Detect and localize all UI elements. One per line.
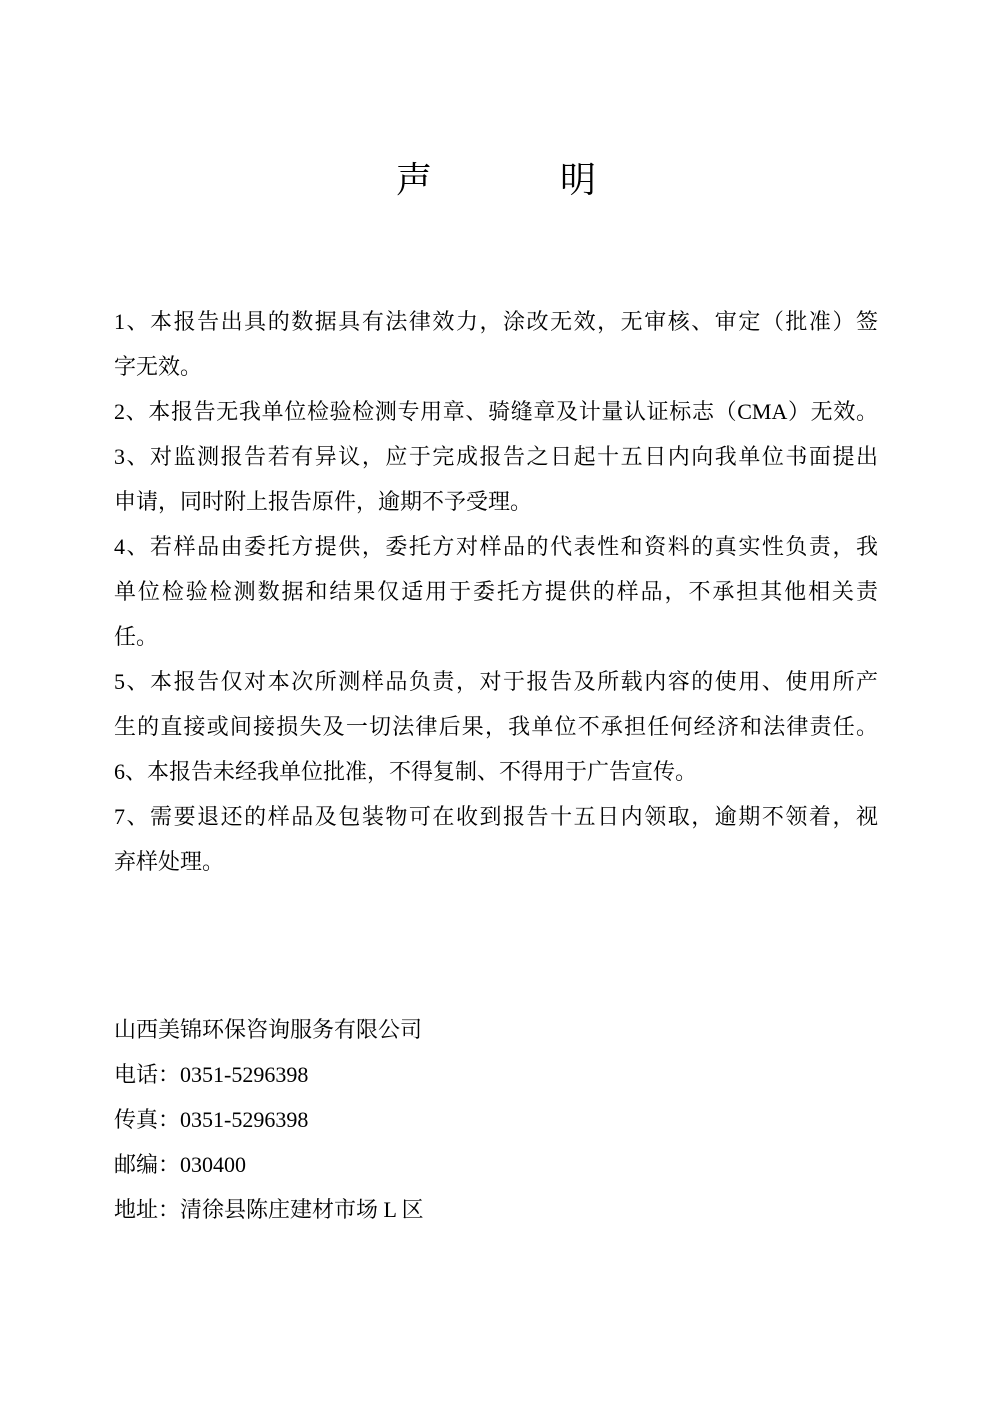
company-name: 山西美锦环保咨询服务有限公司 <box>114 1017 423 1042</box>
statement-line: 申请，同时附上报告原件，逾期不予受理。 <box>114 489 533 514</box>
statement-line: 生的直接或间接损失及一切法律后果，我单位不承担任何经济和法律责任。 <box>114 714 878 739</box>
statement-line: 3、对监测报告若有异议，应于完成报告之日起十五日内向我单位书面提出 <box>114 444 878 469</box>
title-char-right: 明 <box>560 160 597 200</box>
address-line <box>114 1187 878 1232</box>
address-value: 清徐县陈庄建材市场 L 区 <box>180 1197 424 1222</box>
postcode-line <box>114 1142 878 1187</box>
page-title <box>0 159 992 201</box>
postcode-label: 邮编： <box>114 1152 181 1177</box>
statements-block <box>114 299 878 884</box>
fax-label: 传真： <box>114 1107 181 1132</box>
statement-line: 7、需要退还的样品及包装物可在收到报告十五日内领取，逾期不领着，视 <box>114 804 878 829</box>
statement-line: 4、若样品由委托方提供，委托方对样品的代表性和资料的真实性负责，我 <box>114 534 878 559</box>
fax-line <box>114 1097 878 1142</box>
statement-line: 弃样处理。 <box>114 849 225 874</box>
statement-line: 1、本报告出具的数据具有法律效力，涂改无效，无审核、审定（批准）签 <box>114 309 878 334</box>
fax-value: 0351-5296398 <box>180 1107 309 1132</box>
address-label: 地址： <box>114 1197 181 1222</box>
postcode-value: 030400 <box>180 1152 247 1177</box>
title-char-left: 声 <box>395 160 432 200</box>
phone-line <box>114 1052 878 1097</box>
statement-line: 2、本报告无我单位检验检测专用章、骑缝章及计量认证标志（CMA）无效。 <box>114 399 878 424</box>
statement-line: 字无效。 <box>114 354 203 379</box>
statement-line: 6、本报告未经我单位批准，不得复制、不得用于广告宣传。 <box>114 759 698 784</box>
statement-line: 任。 <box>114 624 159 649</box>
phone-label: 电话： <box>114 1062 181 1087</box>
phone-value: 0351-5296398 <box>180 1062 309 1087</box>
statement-line: 5、本报告仅对本次所测样品负责，对于报告及所载内容的使用、使用所产 <box>114 669 878 694</box>
statement-line: 单位检验检测数据和结果仅适用于委托方提供的样品，不承担其他相关责 <box>114 579 878 604</box>
company-info-block <box>114 1007 878 1232</box>
